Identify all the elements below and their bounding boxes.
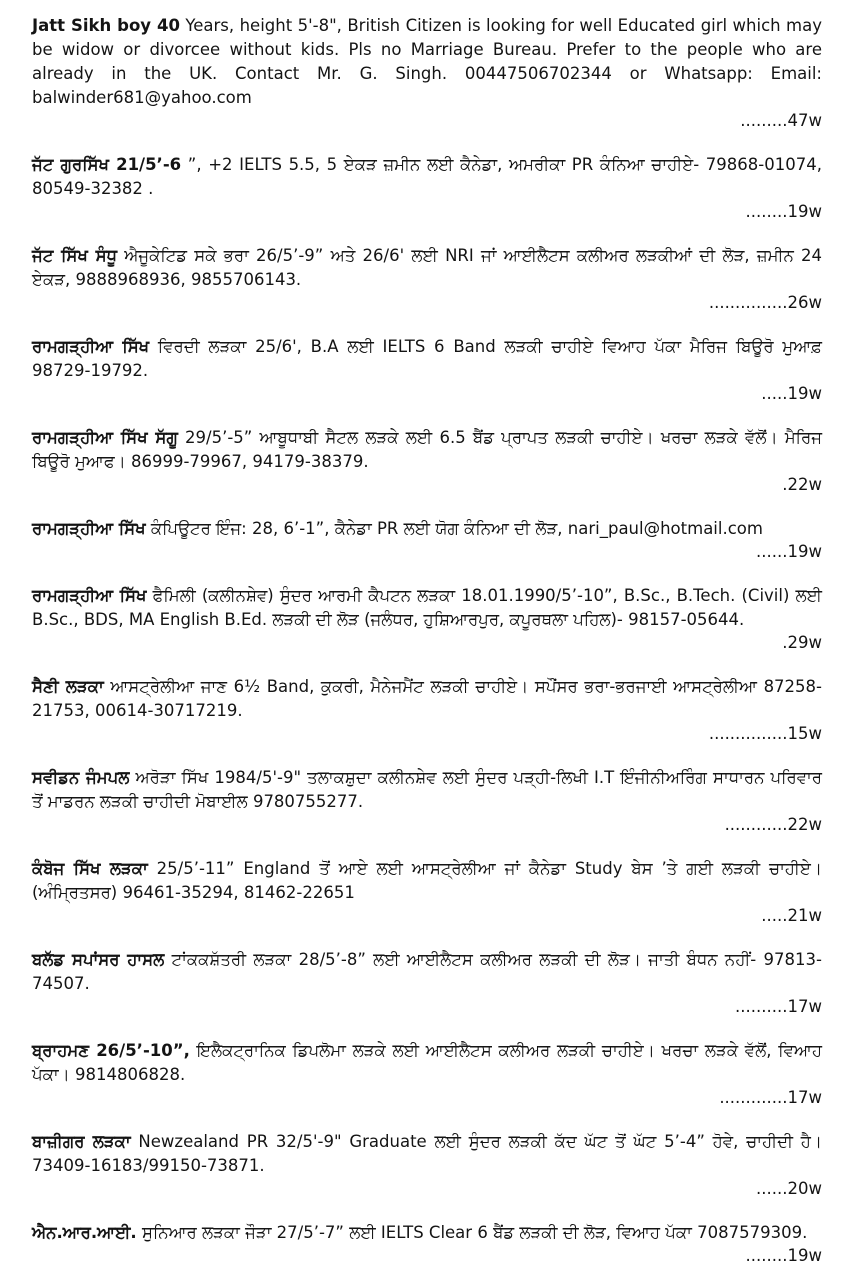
ad-body: 25/5’-11” England ਤੋਂ ਆਏ ਲਈ ਆਸਟ੍ਰੇਲੀਆ ਜਾਂ ਕੈਨੇਡਾ Study ਬੇਸ ’ਤੇ ਗਈ ਲੜਕੀ ਚਾਹੀਏ। (ਅੰਮ੍ਰਿਤਸਰ) 96461-35294, 81462-22651 (32, 859, 822, 902)
ad-code: ...............26w (708, 293, 822, 312)
ad-body: ”, +2 IELTS 5.5, 5 ਏਕੜ ਜ਼ਮੀਨ ਲਈ ਕੈਨੇਡਾ, ਅਮਰੀਕਾ PR ਕੰਨਿਆ ਚਾਹੀਏ- 79868-01074, 80549-32382 . (32, 155, 822, 198)
ad-entry (32, 517, 822, 564)
ad-body: Newzealand PR 32/5'-9" Graduate ਲਈ ਸੁੰਦਰ ਲੜਕੀ ਕੱਦ ਘੱਟ ਤੋਂ ਘੱਟ 5’-4” ਹੋਵੇ, ਚਾਹੀਦੀ ਹੈ। 73409-16183/99150-73871. (32, 1132, 822, 1175)
ad-entry (32, 766, 822, 837)
ad-code: ......20w (756, 1179, 822, 1198)
ad-code: .....21w (761, 906, 822, 925)
ad-code: ........19w (745, 1246, 822, 1265)
ad-code: .29w (782, 633, 822, 652)
ad-code: .............17w (719, 1088, 822, 1107)
ad-code: ..........17w (735, 997, 822, 1016)
ad-heading: ਕੰਬੋਜ ਸਿੱਖ ਲੜਕਾ (32, 859, 148, 878)
ad-heading: ਬਾਜ਼ੀਗਰ ਲੜਕਾ (32, 1132, 131, 1151)
ad-body: ਆਸਟ੍ਰੇਲੀਆ ਜਾਣ 6½ Band, ਕੁਕਰੀ, ਮੈਨੇਜਮੈਂਟ ਲੜਕੀ ਚਾਹੀਏ। ਸਪੌਂਸਰ ਭਰਾ-ਭਰਜਾਈ ਆਸਟ੍ਰੇਲੀਆ 87258-21753, 00614-30717219. (32, 677, 823, 720)
ad-entry (32, 948, 822, 1019)
ad-heading: ਸਵੀਡਨ ਜੰਮਪਲ (32, 768, 130, 787)
ad-code: .....19w (761, 384, 822, 403)
ad-heading: ਜੱਟ ਗੁਰਸਿੱਖ 21/5’-6 (32, 155, 182, 174)
ad-entry (32, 426, 822, 497)
ad-entry (32, 1221, 822, 1268)
ad-heading: ਰਾਮਗੜ੍ਹੀਆ ਸਿੱਖ (32, 586, 147, 605)
ad-body: Years, height 5'-8", British Citizen is looking for well Educated girl which may be widow or divorcee without kids. Pls no Marriage Bureau. Prefer to the people who are already in the UK. Contact Mr. G. Singh. 00447506702344 or Whatsapp: Email: balwinder681@yahoo.com (32, 16, 822, 107)
ad-code: ......19w (756, 542, 822, 561)
ad-heading: ਜੱਟ ਸਿੱਖ ਸੰਧੂ (32, 246, 117, 265)
ad-code: ............22w (724, 815, 822, 834)
ad-heading: Jatt Sikh boy 40 (32, 16, 180, 35)
ad-entry (32, 1039, 822, 1110)
ad-body: ਇਲੈਕਟ੍ਰਾਨਿਕ ਡਿਪਲੋਮਾ ਲੜਕੇ ਲਈ ਆਈਲੈਟਸ ਕਲੀਅਰ ਲੜਕੀ ਚਾਹੀਏ। ਖਰਚਾ ਲੜਕੇ ਵੱਲੋਂ, ਵਿਆਹ ਪੱਕਾ। 9814806828. (32, 1041, 822, 1084)
ad-heading: ਸੈਣੀ ਲੜਕਾ (32, 677, 104, 696)
ad-body: ਵਿਰਦੀ ਲੜਕਾ 25/6', B.A ਲਈ IELTS 6 Band ਲੜਕੀ ਚਾਹੀਏ ਵਿਆਹ ਪੱਕਾ ਮੈਰਿਜ ਬਿਊਰੋ ਮੁਆਫ਼ 98729-19792. (32, 337, 822, 380)
ad-entry (32, 335, 822, 406)
ad-code: .........47w (740, 111, 822, 130)
ad-code: .22w (782, 475, 822, 494)
ad-body: ਕੰਪਿਊਟਰ ਇੰਜ: 28, 6’-1”, ਕੈਨੇਡਾ PR ਲਈ ਯੋਗ ਕੰਨਿਆ ਦੀ ਲੋੜ, nari_paul@hotmail.com (145, 519, 763, 538)
ad-body: ਅਰੋੜਾ ਸਿੱਖ 1984/5'-9" ਤਲਾਕਸ਼ੁਦਾ ਕਲੀਨਸ਼ੇਵ ਲਈ ਸੁੰਦਰ ਪੜ੍ਹੀ-ਲਿਖੀ I.T ਇੰਜੀਨੀਅਰਿੰਗ ਸਾਧਾਰਨ ਪਰਿਵਾਰ ਤੋਂ ਮਾਡਰਨ ਲੜਕੀ ਚਾਹੀਦੀ ਮੋਬਾਈਲ 9780755277. (32, 768, 822, 811)
ad-heading: ਰਾਮਗੜ੍ਹੀਆ ਸਿੱਖ (32, 519, 146, 538)
ad-heading: ਬਲੱਡ ਸਪਾਂਸਰ ਹਾਸਲ (32, 950, 165, 969)
ad-heading: ਐਨ.ਆਰ.ਆਈ. (32, 1223, 137, 1242)
ad-entry (32, 584, 822, 655)
ad-entry (32, 14, 822, 133)
ad-entry (32, 1130, 822, 1201)
ad-entry (32, 675, 822, 746)
ad-entry (32, 153, 822, 224)
ad-body: ਸੁਨਿਆਰ ਲੜਕਾ ਜੌੜਾ 27/5’-7” ਲਈ IELTS Clear 6 ਬੈਂਡ ਲੜਕੀ ਦੀ ਲੋੜ, ਵਿਆਹ ਪੱਕਾ 7087579309. (136, 1223, 808, 1242)
ad-body: ਐਜੂਕੇਟਿਡ ਸਕੇ ਭਰਾ 26/5’-9” ਅਤੇ 26/6' ਲਈ NRI ਜਾਂ ਆਈਲੈਟਸ ਕਲੀਅਰ ਲੜਕੀਆਂ ਦੀ ਲੋੜ, ਜ਼ਮੀਨ 24 ਏਕੜ, 9888968936, 9855706143. (32, 246, 822, 289)
ad-heading: ਬ੍ਰਾਹਮਣ 26/5’-10”, (32, 1041, 190, 1060)
ad-heading: ਰਾਮਗੜ੍ਹੀਆ ਸਿੱਖ ਸੱਗੂ (32, 428, 178, 447)
ad-entry (32, 244, 822, 315)
ad-body: 29/5’-5” ਆਬੂਧਾਬੀ ਸੈਟਲ ਲੜਕੇ ਲਈ 6.5 ਬੈਂਡ ਪ੍ਰਾਪਤ ਲੜਕੀ ਚਾਹੀਏ। ਖਰਚਾ ਲੜਕੇ ਵੱਲੋਂ। ਮੈਰਿਜ ਬਿਊਰੋ ਮੁਆਫ। 86999-79967, 94179-38379. (32, 428, 822, 471)
ad-body: ਫੈਮਿਲੀ (ਕਲੀਨਸ਼ੇਵ) ਸੁੰਦਰ ਆਰਮੀ ਕੈਪਟਨ ਲੜਕਾ 18.01.1990/5’-10”, B.Sc., B.Tech. (Civil) ਲਈ B.Sc., BDS, MA English B.Ed. ਲੜਕੀ ਦੀ ਲੋੜ (ਜਲੰਧਰ, ਹੁਸ਼ਿਆਰਪੁਰ, ਕਪੂਰਥਲਾ ਪਹਿਲ)- 98157-05644. (32, 586, 822, 629)
ad-code: ...............15w (708, 724, 822, 743)
ad-code: ........19w (745, 202, 822, 221)
ad-entry (32, 857, 822, 928)
classified-ads-page (32, 14, 822, 1268)
ad-body: ਟਾਂਕਕਸ਼ੱਤਰੀ ਲੜਕਾ 28/5’-8” ਲਈ ਆਈਲੈਟਸ ਕਲੀਅਰ ਲੜਕੀ ਦੀ ਲੋੜ। ਜਾਤੀ ਬੰਧਨ ਨਹੀਂ- 97813-74507. (32, 950, 822, 993)
ad-heading: ਰਾਮਗੜ੍ਹੀਆ ਸਿੱਖ (32, 337, 150, 356)
